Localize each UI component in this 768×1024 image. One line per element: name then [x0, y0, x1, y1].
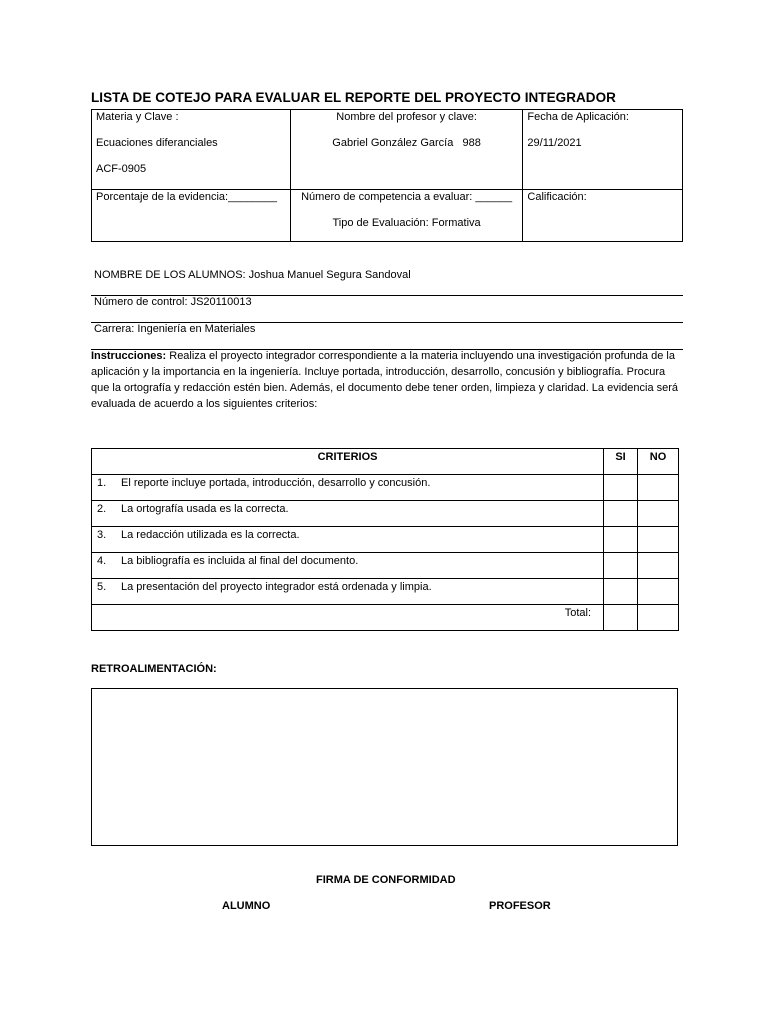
control-number: Número de control: JS20110013 — [91, 296, 683, 323]
criterion-number: 5. — [97, 581, 107, 593]
fecha-value: 29/11/2021 — [527, 137, 582, 149]
no-checkbox-cell[interactable] — [638, 475, 679, 501]
criteria-row — [92, 553, 679, 579]
total-row — [92, 605, 679, 631]
competencia-cell — [290, 190, 523, 242]
no-checkbox-cell[interactable] — [638, 501, 679, 527]
criterion-text: La redacción utilizada es la correcta. — [121, 529, 300, 541]
criterion-1 — [92, 475, 604, 501]
porcentaje-label: Porcentaje de la evidencia:________ — [96, 191, 278, 203]
carrera: Carrera: Ingeniería en Materiales — [91, 323, 683, 350]
criterion-number: 1. — [97, 477, 107, 489]
profesor-value: Gabriel González García 988 — [332, 137, 481, 149]
fecha-label: Fecha de Aplicación: — [527, 111, 629, 123]
criterion-text: La ortografía usada es la correcta. — [121, 503, 289, 515]
alumno-signature-label: ALUMNO — [222, 900, 271, 912]
no-checkbox-cell[interactable] — [638, 527, 679, 553]
si-checkbox-cell[interactable] — [604, 475, 638, 501]
total-label: Total: — [92, 605, 604, 631]
si-header: SI — [604, 449, 638, 475]
info-table — [91, 109, 683, 242]
criteria-row — [92, 579, 679, 605]
retroalimentacion-box[interactable] — [91, 688, 678, 846]
document-title: LISTA DE COTEJO PARA EVALUAR EL REPORTE DEL PROYECTO INTEGRADOR — [91, 90, 616, 105]
instructions-text: Realiza el proyecto integrador correspondiente a la materia incluyendo una investigación profunda de la aplicación y la importancia en la ingeniería. Incluye portada, introducción, desarrollo, concusión y bibliografía. Procura que la ortografía y redacción estén bien. Además, el documento debe tener orden, limpieza y claridad. La evidencia será evaluada de acuerdo a los siguientes criterios: — [91, 350, 679, 410]
criterion-number: 2. — [97, 503, 107, 515]
si-checkbox-cell[interactable] — [604, 579, 638, 605]
competencia-label: Número de competencia a evaluar: ______ — [301, 191, 513, 203]
criteria-row — [92, 501, 679, 527]
criteria-table — [91, 448, 679, 631]
criterion-text: La presentación del proyecto integrador está ordenada y limpia. — [121, 581, 432, 593]
criteria-row — [92, 527, 679, 553]
criterion-5 — [92, 579, 604, 605]
student-name: NOMBRE DE LOS ALUMNOS: Joshua Manuel Segura Sandoval — [91, 269, 683, 296]
no-header: NO — [638, 449, 679, 475]
calificacion-label: Calificación: — [527, 191, 587, 203]
criterion-3 — [92, 527, 604, 553]
fecha-cell — [523, 110, 683, 190]
criterion-number: 3. — [97, 529, 107, 541]
materia-cell — [92, 110, 291, 190]
si-checkbox-cell[interactable] — [604, 501, 638, 527]
no-checkbox-cell[interactable] — [638, 579, 679, 605]
si-checkbox-cell[interactable] — [604, 527, 638, 553]
profesor-signature-label: PROFESOR — [489, 900, 551, 912]
criterios-header: CRITERIOS — [92, 449, 604, 475]
materia-name: Ecuaciones diferanciales — [96, 137, 218, 149]
materia-label: Materia y Clave : — [96, 111, 179, 123]
calificacion-cell — [523, 190, 683, 242]
no-total-cell[interactable] — [638, 605, 679, 631]
instructions-label: Instrucciones: — [91, 350, 167, 362]
criteria-header-row — [92, 449, 679, 475]
criterion-text: La bibliografía es incluida al final del documento. — [121, 555, 359, 567]
porcentaje-cell — [92, 190, 291, 242]
criterion-number: 4. — [97, 555, 107, 567]
materia-code: ACF-0905 — [96, 163, 147, 175]
no-checkbox-cell[interactable] — [638, 553, 679, 579]
criterion-2 — [92, 501, 604, 527]
firma-conformidad: FIRMA DE CONFORMIDAD — [316, 874, 456, 886]
profesor-cell — [290, 110, 523, 190]
criteria-row — [92, 475, 679, 501]
profesor-label: Nombre del profesor y clave: — [336, 111, 477, 123]
si-total-cell[interactable] — [604, 605, 638, 631]
tipo-evaluacion: Tipo de Evaluación: Formativa — [332, 217, 481, 229]
criterion-4 — [92, 553, 604, 579]
criterion-text: El reporte incluye portada, introducción, desarrollo y concusión. — [121, 477, 431, 489]
si-checkbox-cell[interactable] — [604, 553, 638, 579]
instructions — [91, 348, 683, 412]
retroalimentacion-label: RETROALIMENTACIÓN: — [91, 663, 217, 675]
